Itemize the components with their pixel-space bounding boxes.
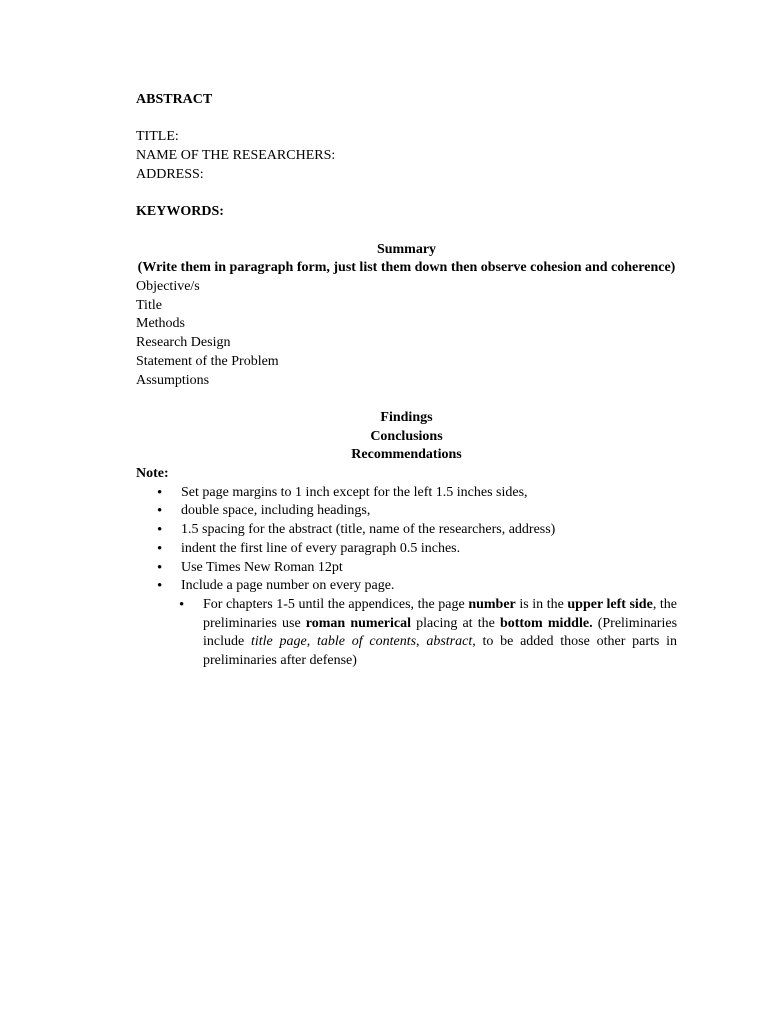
bullet-icon: •: [157, 484, 163, 501]
summary-item: Statement of the Problem: [136, 353, 279, 369]
spacer: [136, 110, 677, 129]
summary-item: Research Design: [136, 335, 231, 351]
note-item: [136, 559, 677, 578]
rule-emphasis: upper left side: [567, 596, 653, 612]
note-list: [136, 484, 677, 671]
note-item: [136, 502, 677, 521]
rule-text: , to be added those other parts in preliminaries after defense): [203, 634, 677, 669]
rule-text: For chapters 1-5 until the appendices, the page: [203, 596, 469, 612]
note-item: [136, 484, 677, 503]
note-item-text: Use Times New Roman 12pt: [181, 559, 343, 575]
findings-heading: Findings: [380, 409, 433, 425]
note-item: [136, 540, 677, 559]
info-fields: [136, 128, 677, 184]
page-number-rule: [203, 596, 677, 671]
summary-item: Assumptions: [136, 372, 210, 388]
note-item: [136, 521, 677, 540]
rule-text: ,: [306, 634, 317, 650]
rule-text: is in the: [515, 596, 568, 612]
rule-italic: abstract: [426, 634, 473, 650]
conclusions-heading: Conclusions: [370, 428, 443, 444]
keywords-label: KEYWORDS:: [136, 204, 224, 220]
note-sub-list: [181, 596, 677, 671]
summary-heading: Summary: [376, 241, 437, 257]
rule-emphasis: roman numerical: [305, 615, 411, 631]
rule-text: placing at the: [411, 615, 500, 631]
rule-text: ,: [416, 634, 427, 650]
address-field-label: ADDRESS:: [136, 166, 204, 182]
sub-bullet-icon: •: [179, 596, 185, 613]
rule-italic: title page: [250, 634, 307, 650]
rule-emphasis: bottom middle.: [499, 615, 593, 631]
researchers-field-label: NAME OF THE RESEARCHERS:: [136, 148, 336, 164]
abstract-heading: ABSTRACT: [136, 92, 213, 107]
note-sub-item: [136, 596, 677, 671]
spacer: [136, 390, 677, 409]
note-item-text: Include a page number on every page.: [181, 578, 395, 594]
note-item-text: Set page margins to 1 inch except for the left 1.5 inches sides,: [181, 484, 528, 500]
summary-item: Objective/s: [136, 278, 200, 294]
bullet-icon: •: [157, 559, 163, 576]
note-label: Note:: [136, 466, 169, 481]
recommendations-heading: Recommendations: [351, 447, 462, 463]
note-item: [136, 577, 677, 671]
summary-list: [136, 278, 677, 390]
bullet-icon: •: [157, 540, 163, 557]
summary-instruction: (Write them in paragraph form, just list them down then observe cohesion and coherence): [137, 260, 676, 276]
bullet-icon: •: [157, 503, 163, 520]
note-item-text: indent the first line of every paragraph 0.5 inches.: [181, 540, 461, 556]
rule-text: (Preliminaries include: [203, 615, 678, 650]
spacer: [136, 185, 677, 204]
rule-italic: table of contents: [316, 634, 417, 650]
title-field-label: TITLE:: [136, 129, 179, 145]
bullet-icon: •: [157, 522, 163, 539]
summary-item: Title: [136, 297, 162, 313]
note-item-text: 1.5 spacing for the abstract (title, name of the researchers, address): [181, 522, 556, 538]
spacer: [136, 222, 677, 241]
rule-text: , the preliminaries use: [203, 596, 677, 631]
summary-item: Methods: [136, 316, 185, 332]
rule-emphasis: number: [468, 596, 516, 612]
bullet-icon: •: [157, 578, 163, 595]
document-page: [136, 91, 677, 671]
note-item-text: double space, including headings,: [181, 503, 371, 519]
